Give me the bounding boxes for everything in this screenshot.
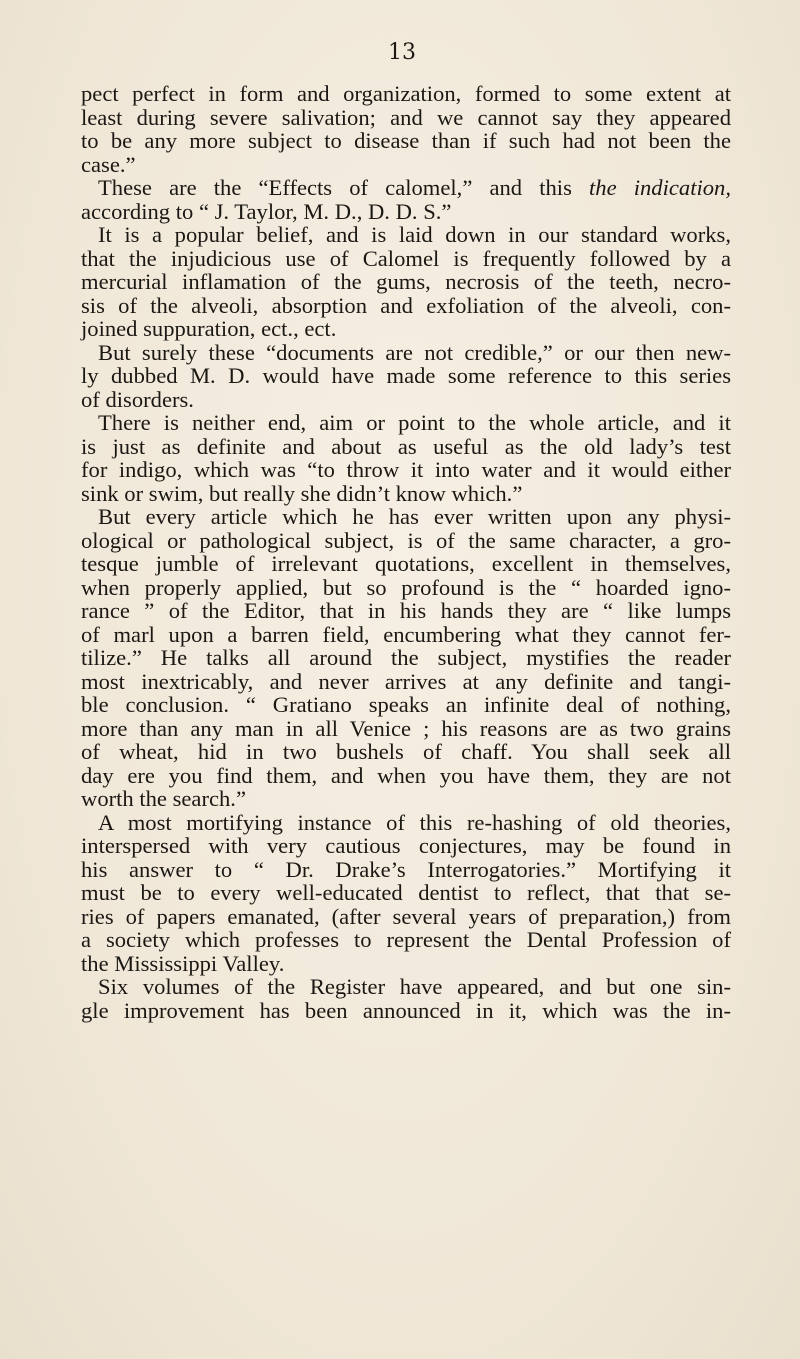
text-line: must be to every well-educated dentist to reflect, that that se- — [81, 880, 731, 905]
text-line: tilize.” He talks all around the subject, mystifies the reader — [81, 645, 731, 670]
paragraph — [81, 505, 731, 811]
page-number: 13 — [388, 40, 416, 65]
text-line: There is neither end, aim or point to the whole article, and it — [98, 410, 731, 435]
text-line: his answer to “ Dr. Drake’s Interrogatories.” Mortifying it — [81, 856, 731, 882]
paragraph — [81, 223, 731, 341]
text-line: pect perfect in form and organization, formed to some extent at — [81, 81, 731, 106]
text-line: least during severe salivation; and we cannot say they appeared — [81, 104, 731, 130]
text-line: of wheat, hid in two bushels of chaff. You shall seek all — [81, 739, 731, 764]
body-text — [81, 82, 731, 1022]
text-line: It is a popular belief, and is laid down in our standard works, — [98, 222, 731, 247]
text-line: day ere you find them, and when you have them, they are not — [81, 762, 731, 788]
text-line: a society which professes to represent the Dental Profession of — [81, 927, 731, 952]
text-line: more than any man in all Venice ; his reasons are as two grains — [81, 715, 731, 741]
paragraph — [81, 82, 731, 176]
text-line: But surely these “documents are not credible,” or our then new- — [98, 339, 731, 365]
text-line: ble conclusion. “ Gratiano speaks an infinite deal of nothing, — [81, 692, 731, 717]
text-line: Six volumes of the Register have appeared, and but one sin- — [98, 974, 731, 999]
text-line: But every article which he has ever written upon any physi- — [98, 504, 731, 529]
text-line: most inextricably, and never arrives at any definite and tangi- — [81, 668, 731, 694]
text-line: to be any more subject to disease than if such had not been the — [81, 128, 731, 153]
text-line: worth the search.” — [81, 786, 246, 811]
text-fragment: These are the “Effects of calomel,” and this — [98, 175, 589, 200]
paragraph — [81, 811, 731, 976]
text-line — [81, 176, 731, 200]
text-line: sink or swim, but really she didn’t know which.” — [81, 480, 523, 506]
paragraph — [81, 975, 731, 1022]
text-line: case.” — [81, 151, 136, 177]
paragraph — [81, 341, 731, 412]
paragraph — [81, 176, 731, 223]
text-line: the Mississippi Valley. — [81, 950, 285, 976]
text-line: ries of papers emanated, (after several years of preparation,) from — [81, 903, 731, 929]
text-line: for indigo, which was “to throw it into water and it would either — [81, 457, 731, 482]
text-line: joined suppuration, ect., ect. — [81, 316, 337, 341]
text-line: of marl upon a barren field, encumbering what they cannot fer- — [81, 621, 731, 647]
text-line: ological or pathological subject, is of the same character, a gro- — [81, 527, 731, 553]
text-line: rance ” of the Editor, that in his hands they are “ like lumps — [81, 598, 731, 623]
text-line: mercurial inflamation of the gums, necrosis of the teeth, necro- — [81, 269, 731, 294]
text-line: is just as definite and about as useful as the old lady’s test — [81, 433, 731, 459]
text-line: according to “ J. Taylor, M. D., D. D. S.” — [81, 198, 452, 224]
text-line: A most mortifying instance of this re-hashing of old theories, — [98, 809, 731, 835]
text-line: of disorders. — [81, 386, 194, 412]
text-line: when properly applied, but so profound is the “ hoarded igno- — [81, 574, 731, 600]
text-line: tesque jumble of irrelevant quotations, excellent in themselves, — [81, 551, 731, 576]
text-line: interspersed with very cautious conjectures, may be found in — [81, 833, 731, 858]
text-line: gle improvement has been announced in it, which was the in- — [81, 997, 731, 1023]
text-line: sis of the alveoli, absorption and exfoliation of the alveoli, con- — [81, 292, 731, 318]
text-line: that the injudicious use of Calomel is frequently followed by a — [81, 245, 731, 271]
text-line: ly dubbed M. D. would have made some reference to this series — [81, 363, 731, 388]
paragraph — [81, 411, 731, 505]
emphasis-text: the indication, — [589, 175, 731, 200]
